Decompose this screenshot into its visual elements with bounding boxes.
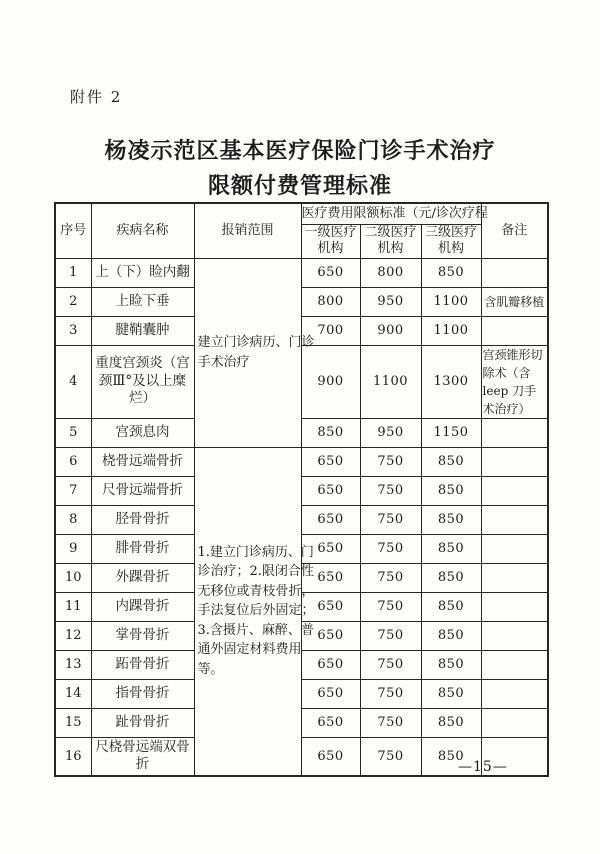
scope-group-text: 建立门诊病历、门诊手术治疗 [197, 335, 315, 370]
header-row-1 [55, 203, 548, 224]
tier1-amount: 700 [301, 316, 360, 345]
row-index: 14 [55, 679, 91, 708]
tier1-amount: 650 [301, 505, 360, 534]
table-row [55, 258, 548, 287]
header-remark: 备注 [481, 203, 548, 258]
row-index: 5 [55, 418, 91, 447]
remark-cell [481, 447, 548, 476]
tier1-amount: 650 [301, 592, 360, 621]
row-index: 13 [55, 650, 91, 679]
row-index: 15 [55, 708, 91, 737]
header-disease: 疾病名称 [91, 203, 194, 258]
disease-name: 重度宫颈炎（宫颈Ⅲ°及以上糜烂） [91, 345, 194, 418]
tier3-amount: 850 [421, 679, 481, 708]
tier3-amount: 1150 [421, 418, 481, 447]
tier1-amount: 800 [301, 287, 360, 316]
tier2-amount: 750 [360, 563, 421, 592]
header-index: 序号 [55, 203, 91, 258]
disease-name: 腓骨骨折 [91, 534, 194, 563]
tier2-amount: 750 [360, 447, 421, 476]
row-index: 3 [55, 316, 91, 345]
disease-name: 腱鞘囊肿 [91, 316, 194, 345]
tier1-amount: 650 [301, 621, 360, 650]
remark-cell: 含肌瓣移植 [481, 287, 548, 316]
disease-name: 宫颈息肉 [91, 418, 194, 447]
tier3-amount: 1100 [421, 316, 481, 345]
tier3-amount: 850 [421, 476, 481, 505]
row-index: 9 [55, 534, 91, 563]
table-row [55, 476, 548, 505]
tier2-amount: 900 [360, 316, 421, 345]
remark-cell [481, 679, 548, 708]
tier2-amount: 750 [360, 650, 421, 679]
tier2-amount: 750 [360, 505, 421, 534]
tier1-amount: 650 [301, 650, 360, 679]
page-number: —15— [458, 759, 508, 775]
tier3-amount: 850 [421, 447, 481, 476]
disease-name: 尺骨远端骨折 [91, 476, 194, 505]
remark-cell [481, 650, 548, 679]
disease-name: 外踝骨折 [91, 563, 194, 592]
header-fee-group: 医疗费用限额标准（元/诊次疗程 [301, 203, 481, 224]
tier1-amount: 900 [301, 345, 360, 418]
tier3-amount: 1300 [421, 345, 481, 418]
disease-name: 尺桡骨远端双骨折 [91, 737, 194, 776]
remark-cell [481, 476, 548, 505]
tier2-amount: 750 [360, 708, 421, 737]
tier2-amount: 750 [360, 476, 421, 505]
table-row [55, 679, 548, 708]
remark-cell [481, 563, 548, 592]
remark-cell [481, 505, 548, 534]
remark-cell [481, 418, 548, 447]
remark-cell [481, 316, 548, 345]
table-row [55, 418, 548, 447]
fee-limit-table [54, 202, 549, 777]
tier1-amount: 650 [301, 679, 360, 708]
header-tier1: 一级医疗机构 [301, 224, 360, 258]
disease-name: 桡骨远端骨折 [91, 447, 194, 476]
disease-name: 上睑下垂 [91, 287, 194, 316]
header-tier2: 二级医疗机构 [360, 224, 421, 258]
tier1-amount: 650 [301, 258, 360, 287]
remark-cell [481, 592, 548, 621]
tier2-amount: 750 [360, 679, 421, 708]
row-index: 4 [55, 345, 91, 418]
tier1-amount: 650 [301, 534, 360, 563]
row-index: 12 [55, 621, 91, 650]
tier1-amount: 650 [301, 737, 360, 776]
disease-name: 掌骨骨折 [91, 621, 194, 650]
document-title-line1: 杨凌示范区基本医疗保险门诊手术治疗 [104, 138, 496, 164]
tier3-amount: 850 [421, 534, 481, 563]
row-index: 8 [55, 505, 91, 534]
tier1-amount: 650 [301, 476, 360, 505]
tier1-amount: 650 [301, 708, 360, 737]
tier3-amount: 850 [421, 563, 481, 592]
remark-cell [481, 621, 548, 650]
tier2-amount: 750 [360, 621, 421, 650]
remark-cell [481, 534, 548, 563]
tier3-amount: 850 [421, 505, 481, 534]
tier3-amount: 850 [421, 621, 481, 650]
tier3-amount: 850 [421, 737, 481, 776]
row-index: 2 [55, 287, 91, 316]
tier2-amount: 950 [360, 287, 421, 316]
remark-cell [481, 708, 548, 737]
tier2-amount: 800 [360, 258, 421, 287]
remark-cell: 宫颈锥形切除术（含 leep 刀手术治疗） [481, 345, 548, 418]
tier3-amount: 850 [421, 650, 481, 679]
tier2-amount: 750 [360, 592, 421, 621]
row-index: 11 [55, 592, 91, 621]
row-index: 1 [55, 258, 91, 287]
disease-name: 内踝骨折 [91, 592, 194, 621]
table-header [55, 203, 548, 258]
row-index: 10 [55, 563, 91, 592]
attachment-label: 附件 2 [70, 88, 123, 106]
scope-cell [194, 258, 315, 447]
disease-name: 上（下）睑内翻 [91, 258, 194, 287]
table-row [55, 447, 548, 476]
row-index: 16 [55, 737, 91, 776]
tier1-amount: 650 [301, 447, 360, 476]
document-title-line2: 限额付费管理标准 [207, 173, 392, 199]
disease-name: 胫骨骨折 [91, 505, 194, 534]
tier1-amount: 650 [301, 563, 360, 592]
tier2-amount: 1100 [360, 345, 421, 418]
scope-cell [194, 447, 315, 776]
tier3-amount: 850 [421, 708, 481, 737]
remark-cell [481, 258, 548, 287]
tier2-amount: 950 [360, 418, 421, 447]
header-scope: 报销范围 [194, 203, 301, 258]
row-index: 6 [55, 447, 91, 476]
table-row [55, 505, 548, 534]
disease-name: 指骨骨折 [91, 679, 194, 708]
tier2-amount: 750 [360, 737, 421, 776]
tier3-amount: 850 [421, 258, 481, 287]
tier2-amount: 750 [360, 534, 421, 563]
table-row [55, 287, 548, 316]
scope-group-text: 1.建立门诊病历、门诊治疗；2.限闭合性无移位或青枝骨折，手法复位后外固定；3.含摄片、麻醉、普通外固定材料费用等。 [197, 544, 315, 677]
tier3-amount: 1100 [421, 287, 481, 316]
header-tier3: 三级医疗机构 [421, 224, 481, 258]
disease-name: 跖骨骨折 [91, 650, 194, 679]
table-body [55, 258, 548, 776]
tier3-amount: 850 [421, 592, 481, 621]
disease-name: 趾骨骨折 [91, 708, 194, 737]
row-index: 7 [55, 476, 91, 505]
table-row [55, 708, 548, 737]
tier1-amount: 850 [301, 418, 360, 447]
